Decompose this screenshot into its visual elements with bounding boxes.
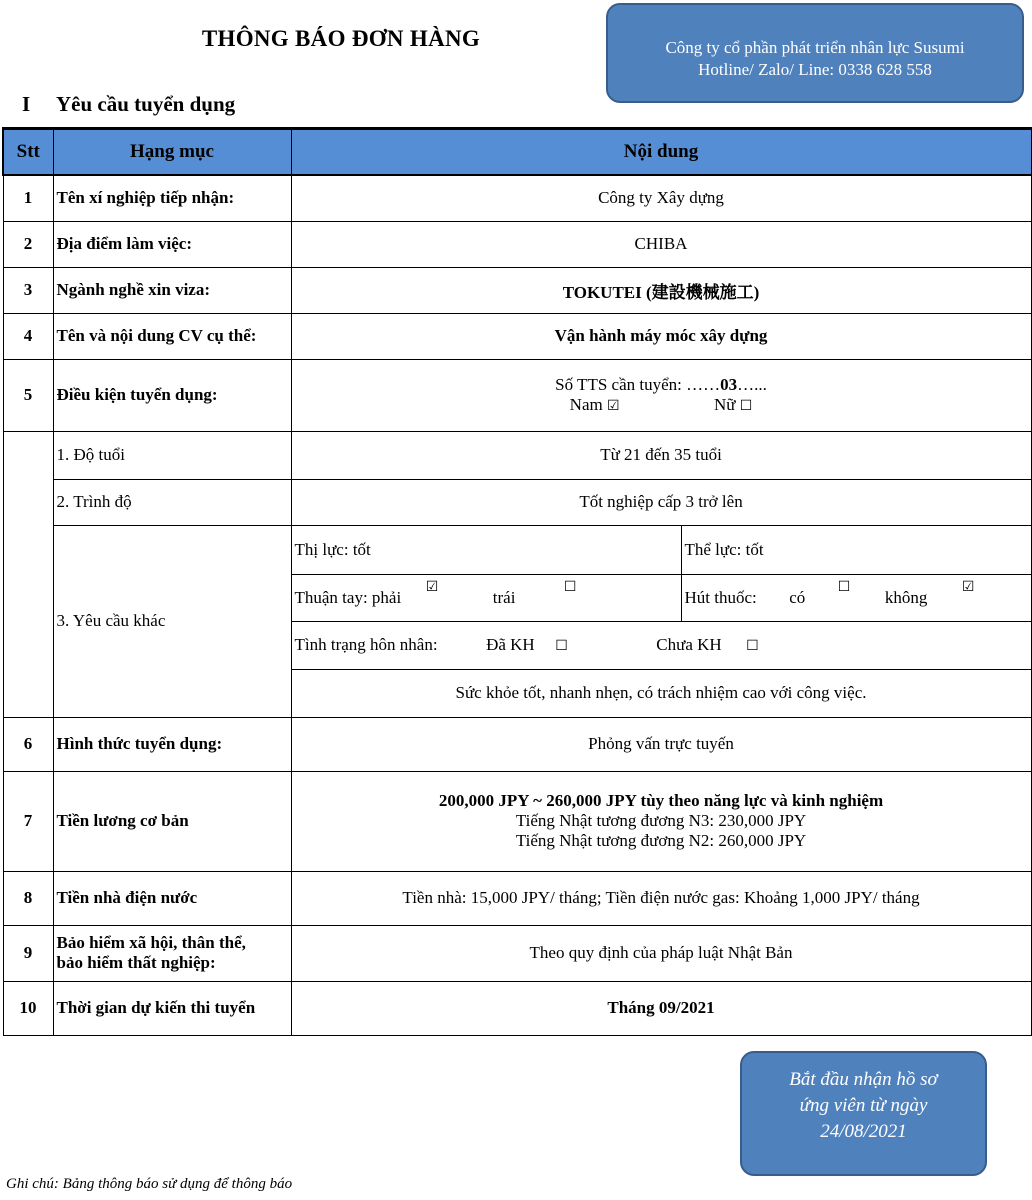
row-category: Địa điểm làm việc: bbox=[53, 221, 291, 267]
male-label: Nam bbox=[569, 395, 603, 414]
company-hotline: Hotline/ Zalo/ Line: 0338 628 558 bbox=[698, 60, 932, 79]
row-content bbox=[291, 359, 1031, 431]
salary-n3: Tiếng Nhật tương đương N3: 230,000 JPY bbox=[515, 811, 807, 830]
row-stt: 5 bbox=[3, 359, 53, 431]
table-row bbox=[3, 525, 1031, 574]
table-row bbox=[3, 925, 1031, 981]
row-category: Hình thức tuyển dụng: bbox=[53, 717, 291, 771]
left-hand-checkbox[interactable]: ☐ bbox=[563, 578, 577, 595]
table-row bbox=[3, 431, 1031, 479]
salary-range: 200,000 JPY ~ 260,000 JPY tùy theo năng lực và kinh nghiệm bbox=[438, 791, 884, 810]
row-content: Theo quy định của pháp luật Nhật Bản bbox=[291, 925, 1031, 981]
married-checkbox[interactable]: ☐ bbox=[555, 638, 568, 654]
row-content: Từ 21 đến 35 tuổi bbox=[291, 431, 1031, 479]
row-stt: 1 bbox=[3, 175, 53, 221]
smoke-yes-checkbox[interactable]: ☐ bbox=[837, 578, 851, 595]
row-content: Vận hành máy móc xây dựng bbox=[291, 313, 1031, 359]
female-label: Nữ bbox=[714, 395, 736, 414]
row-category: Tên và nội dung CV cụ thể: bbox=[53, 313, 291, 359]
single-checkbox[interactable]: ☐ bbox=[746, 638, 759, 654]
trainee-count-value: 03 bbox=[720, 375, 738, 394]
table-row bbox=[3, 871, 1031, 925]
table-row bbox=[3, 313, 1031, 359]
table-row bbox=[3, 175, 1031, 221]
table-row bbox=[3, 221, 1031, 267]
row-stt: 6 bbox=[3, 717, 53, 771]
row-category: Tên xí nghiệp tiếp nhận: bbox=[53, 175, 291, 221]
smoke-no-checkbox[interactable]: ☑ bbox=[961, 578, 975, 595]
section-label: Yêu cầu tuyển dụng bbox=[56, 92, 236, 116]
male-checkbox[interactable]: ☑ bbox=[606, 398, 620, 414]
header-category: Hạng mục bbox=[53, 129, 291, 176]
row-category: 3. Yêu cầu khác bbox=[53, 525, 291, 717]
company-info-box bbox=[606, 3, 1024, 103]
row-content: Công ty Xây dựng bbox=[291, 175, 1031, 221]
health-requirement: Sức khỏe tốt, nhanh nhẹn, có trách nhiệm cao với công việc. bbox=[291, 669, 1031, 717]
female-checkbox[interactable]: ☐ bbox=[739, 398, 753, 414]
row-category: 2. Trình độ bbox=[53, 479, 291, 525]
eyesight-cell: Thị lực: tốt bbox=[291, 525, 681, 574]
row-category: 1. Độ tuổi bbox=[53, 431, 291, 479]
row-content: Tháng 09/2021 bbox=[291, 981, 1031, 1035]
fitness-cell: Thể lực: tốt bbox=[681, 525, 1031, 574]
row-content: Tiền nhà: 15,000 JPY/ tháng; Tiền điện nước gas: Khoảng 1,000 JPY/ tháng bbox=[291, 871, 1031, 925]
row-category: Thời gian dự kiến thi tuyển bbox=[53, 981, 291, 1035]
row-category: Ngành nghề xin viza: bbox=[53, 267, 291, 313]
row-content: TOKUTEI (建設機械施工) bbox=[291, 267, 1031, 313]
gender-options bbox=[295, 395, 1028, 415]
row-stt: 10 bbox=[3, 981, 53, 1035]
start-date: 24/08/2021 bbox=[820, 1121, 907, 1142]
table-row bbox=[3, 267, 1031, 313]
row-content: Phỏng vấn trực tuyến bbox=[291, 717, 1031, 771]
table-row bbox=[3, 479, 1031, 525]
table-row bbox=[3, 771, 1031, 871]
page-title: THÔNG BÁO ĐƠN HÀNG bbox=[201, 26, 481, 51]
section-heading bbox=[22, 92, 235, 117]
header-content: Nội dung bbox=[291, 129, 1031, 176]
row-stt: 2 bbox=[3, 221, 53, 267]
application-start-box: Bắt đầu nhận hồ sơ ứng viên từ ngày 24/08/2021 bbox=[740, 1051, 987, 1176]
table-row bbox=[3, 981, 1031, 1035]
row-content: CHIBA bbox=[291, 221, 1031, 267]
right-hand-checkbox[interactable]: ☑ bbox=[425, 578, 439, 595]
table-row bbox=[3, 359, 1031, 431]
section-number: I bbox=[22, 92, 31, 116]
row-stt: 7 bbox=[3, 771, 53, 871]
salary-n2: Tiếng Nhật tương đương N2: 260,000 JPY bbox=[515, 831, 807, 850]
row-stt-empty bbox=[3, 431, 53, 717]
row-stt: 8 bbox=[3, 871, 53, 925]
trainee-count: Số TTS cần tuyển: ……03…... bbox=[555, 375, 767, 394]
row-stt: 4 bbox=[3, 313, 53, 359]
smoking-cell: Hút thuốc: có ☐ không ☑ bbox=[681, 574, 1031, 621]
handedness-cell: Thuận tay: phải ☑ trái ☐ bbox=[291, 574, 681, 621]
table-header-row bbox=[3, 129, 1031, 176]
order-table bbox=[2, 127, 1032, 1036]
marital-status-cell: Tình trạng hôn nhân: Đã KH ☐ Chưa KH ☐ bbox=[291, 621, 1031, 669]
company-name: Công ty cổ phần phát triển nhân lực Susumi bbox=[665, 38, 965, 57]
row-category: Tiền lương cơ bản bbox=[53, 771, 291, 871]
row-category: Tiền nhà điện nước bbox=[53, 871, 291, 925]
row-content: Tốt nghiệp cấp 3 trở lên bbox=[291, 479, 1031, 525]
row-stt: 9 bbox=[3, 925, 53, 981]
row-stt: 3 bbox=[3, 267, 53, 313]
row-content bbox=[291, 771, 1031, 871]
table-row bbox=[3, 717, 1031, 771]
row-category: Điều kiện tuyển dụng: bbox=[53, 359, 291, 431]
row-category: Bảo hiểm xã hội, thân thể, bảo hiểm thất nghiệp: bbox=[53, 925, 291, 981]
header-stt: Stt bbox=[3, 129, 53, 176]
footnote: Ghi chú: Bảng thông báo sử dụng để thông báo bbox=[6, 1176, 293, 1192]
